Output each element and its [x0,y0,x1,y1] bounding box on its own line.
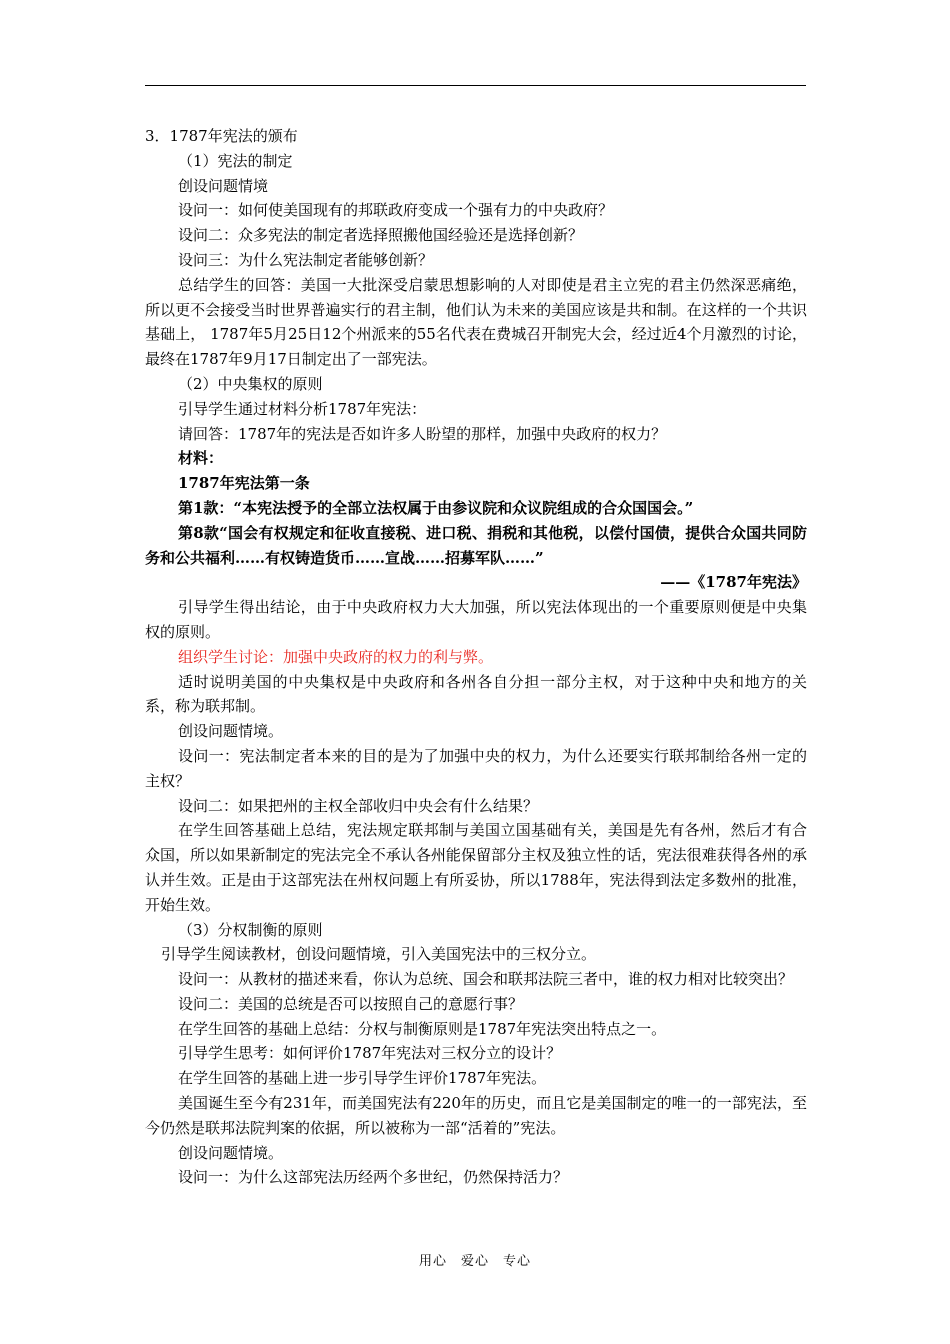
material-clause: 第1款：“本宪法授予的全部立法权属于由参议院和众议院组成的合众国国会。” [178,498,694,517]
question: 设问一：宪法制定者本来的目的是为了加强中央的权力，为什么还要实行联邦制给各州一定的主权？ [145,746,807,790]
discussion-prompt: 组织学生讨论：加强中央政府的权力的利与弊。 [178,647,494,666]
paragraph: 创设问题情境 [178,176,269,195]
material-label: 材料： [178,449,224,468]
question: 设问一：为什么这部宪法历经两个多世纪，仍然保持活力？ [178,1168,569,1187]
header-rule [145,85,806,86]
paragraph: 引导学生阅读教材，创设问题情境，引入美国宪法中的三权分立。 [161,945,597,964]
question: 设问三：为什么宪法制定者能够创新？ [178,250,434,269]
paragraph: 引导学生思考：如何评价1787年宪法对三权分立的设计？ [178,1044,562,1063]
paragraph: 总结学生的回答：美国一大批深受启蒙思想影响的人对即使是君主立宪的君主仍然深恶痛绝，所以更不会接受当时世界普遍实行的君主制，他们认为未来的美国应该是共和制。在这样的一个共识基础上， 1787年5月25日12个州派来的55名代表在费城召开制宪大会，经过近4个月激烈的讨论，最终在1787年9月17日制定出了一部宪法。 [145,275,807,369]
paragraph: 引导学生通过材料分析1787年宪法： [178,399,427,418]
subsection-heading: （2）中央集权的原则 [178,374,323,393]
question: 设问一：从教材的描述来看，你认为总统、国会和联邦法院三者中，谁的权力相对比较突出？ [178,970,794,989]
paragraph: 在学生回答的基础上进一步引导学生评价1787年宪法。 [178,1069,547,1088]
material-source: ——《1787年宪法》 [660,573,807,592]
question: 设问一：如何使美国现有的邦联政府变成一个强有力的中央政府？ [178,201,614,220]
section-heading: 3．1787年宪法的颁布 [145,127,298,145]
page-footer: 用心 爱心 专心 [418,1254,531,1269]
question: 设问二：众多宪法的制定者选择照搬他国经验还是选择创新？ [178,226,584,245]
question: 设问二：美国的总统是否可以按照自己的意愿行事？ [178,994,524,1013]
paragraph: 创设问题情境。 [178,722,284,741]
paragraph: 在学生回答的基础上总结：分权与制衡原则是1787年宪法突出特点之一。 [178,1019,667,1038]
material-title: 1787年宪法第一条 [178,474,310,493]
subsection-heading: （3）分权制衡的原则 [178,920,323,939]
paragraph: 引导学生得出结论，由于中央政府权力大大加强，所以宪法体现出的一个重要原则便是中央集权的原则。 [145,598,807,641]
subsection-heading: （1）宪法的制定 [178,151,293,170]
paragraph: 创设问题情境。 [178,1143,284,1162]
question: 请回答：1787年的宪法是否如许多人盼望的那样，加强中央政府的权力？ [178,424,667,443]
question: 设问二：如果把州的主权全部收归中央会有什么结果？ [178,796,539,815]
document-body [145,124,807,1190]
paragraph: 适时说明美国的中央集权是中央政府和各州各自分担一部分主权，对于这种中央和地方的关系，称为联邦制。 [145,672,807,716]
material-clause: 第8款“国会有权规定和征收直接税、进口税、捐税和其他税，以偿付国债，提供合众国共同防务和公共福利……有权铸造货币……宣战……招募军队……” [145,523,807,567]
paragraph: 美国诞生至今有231年，而美国宪法有220年的历史，而且它是美国制定的唯一的一部宪法，至今仍然是联邦法院判案的依据，所以被称为一部“活着的”宪法。 [145,1094,807,1137]
paragraph: 在学生回答基础上总结，宪法规定联邦制与美国立国基础有关，美国是先有各州，然后才有合众国，所以如果新制定的宪法完全不承认各州能保留部分主权及独立性的话，宪法很难获得各州的承认并生效。正是由于这部宪法在州权问题上有所妥协，所以1788年，宪法得到法定多数州的批准，开始生效。 [145,821,807,914]
